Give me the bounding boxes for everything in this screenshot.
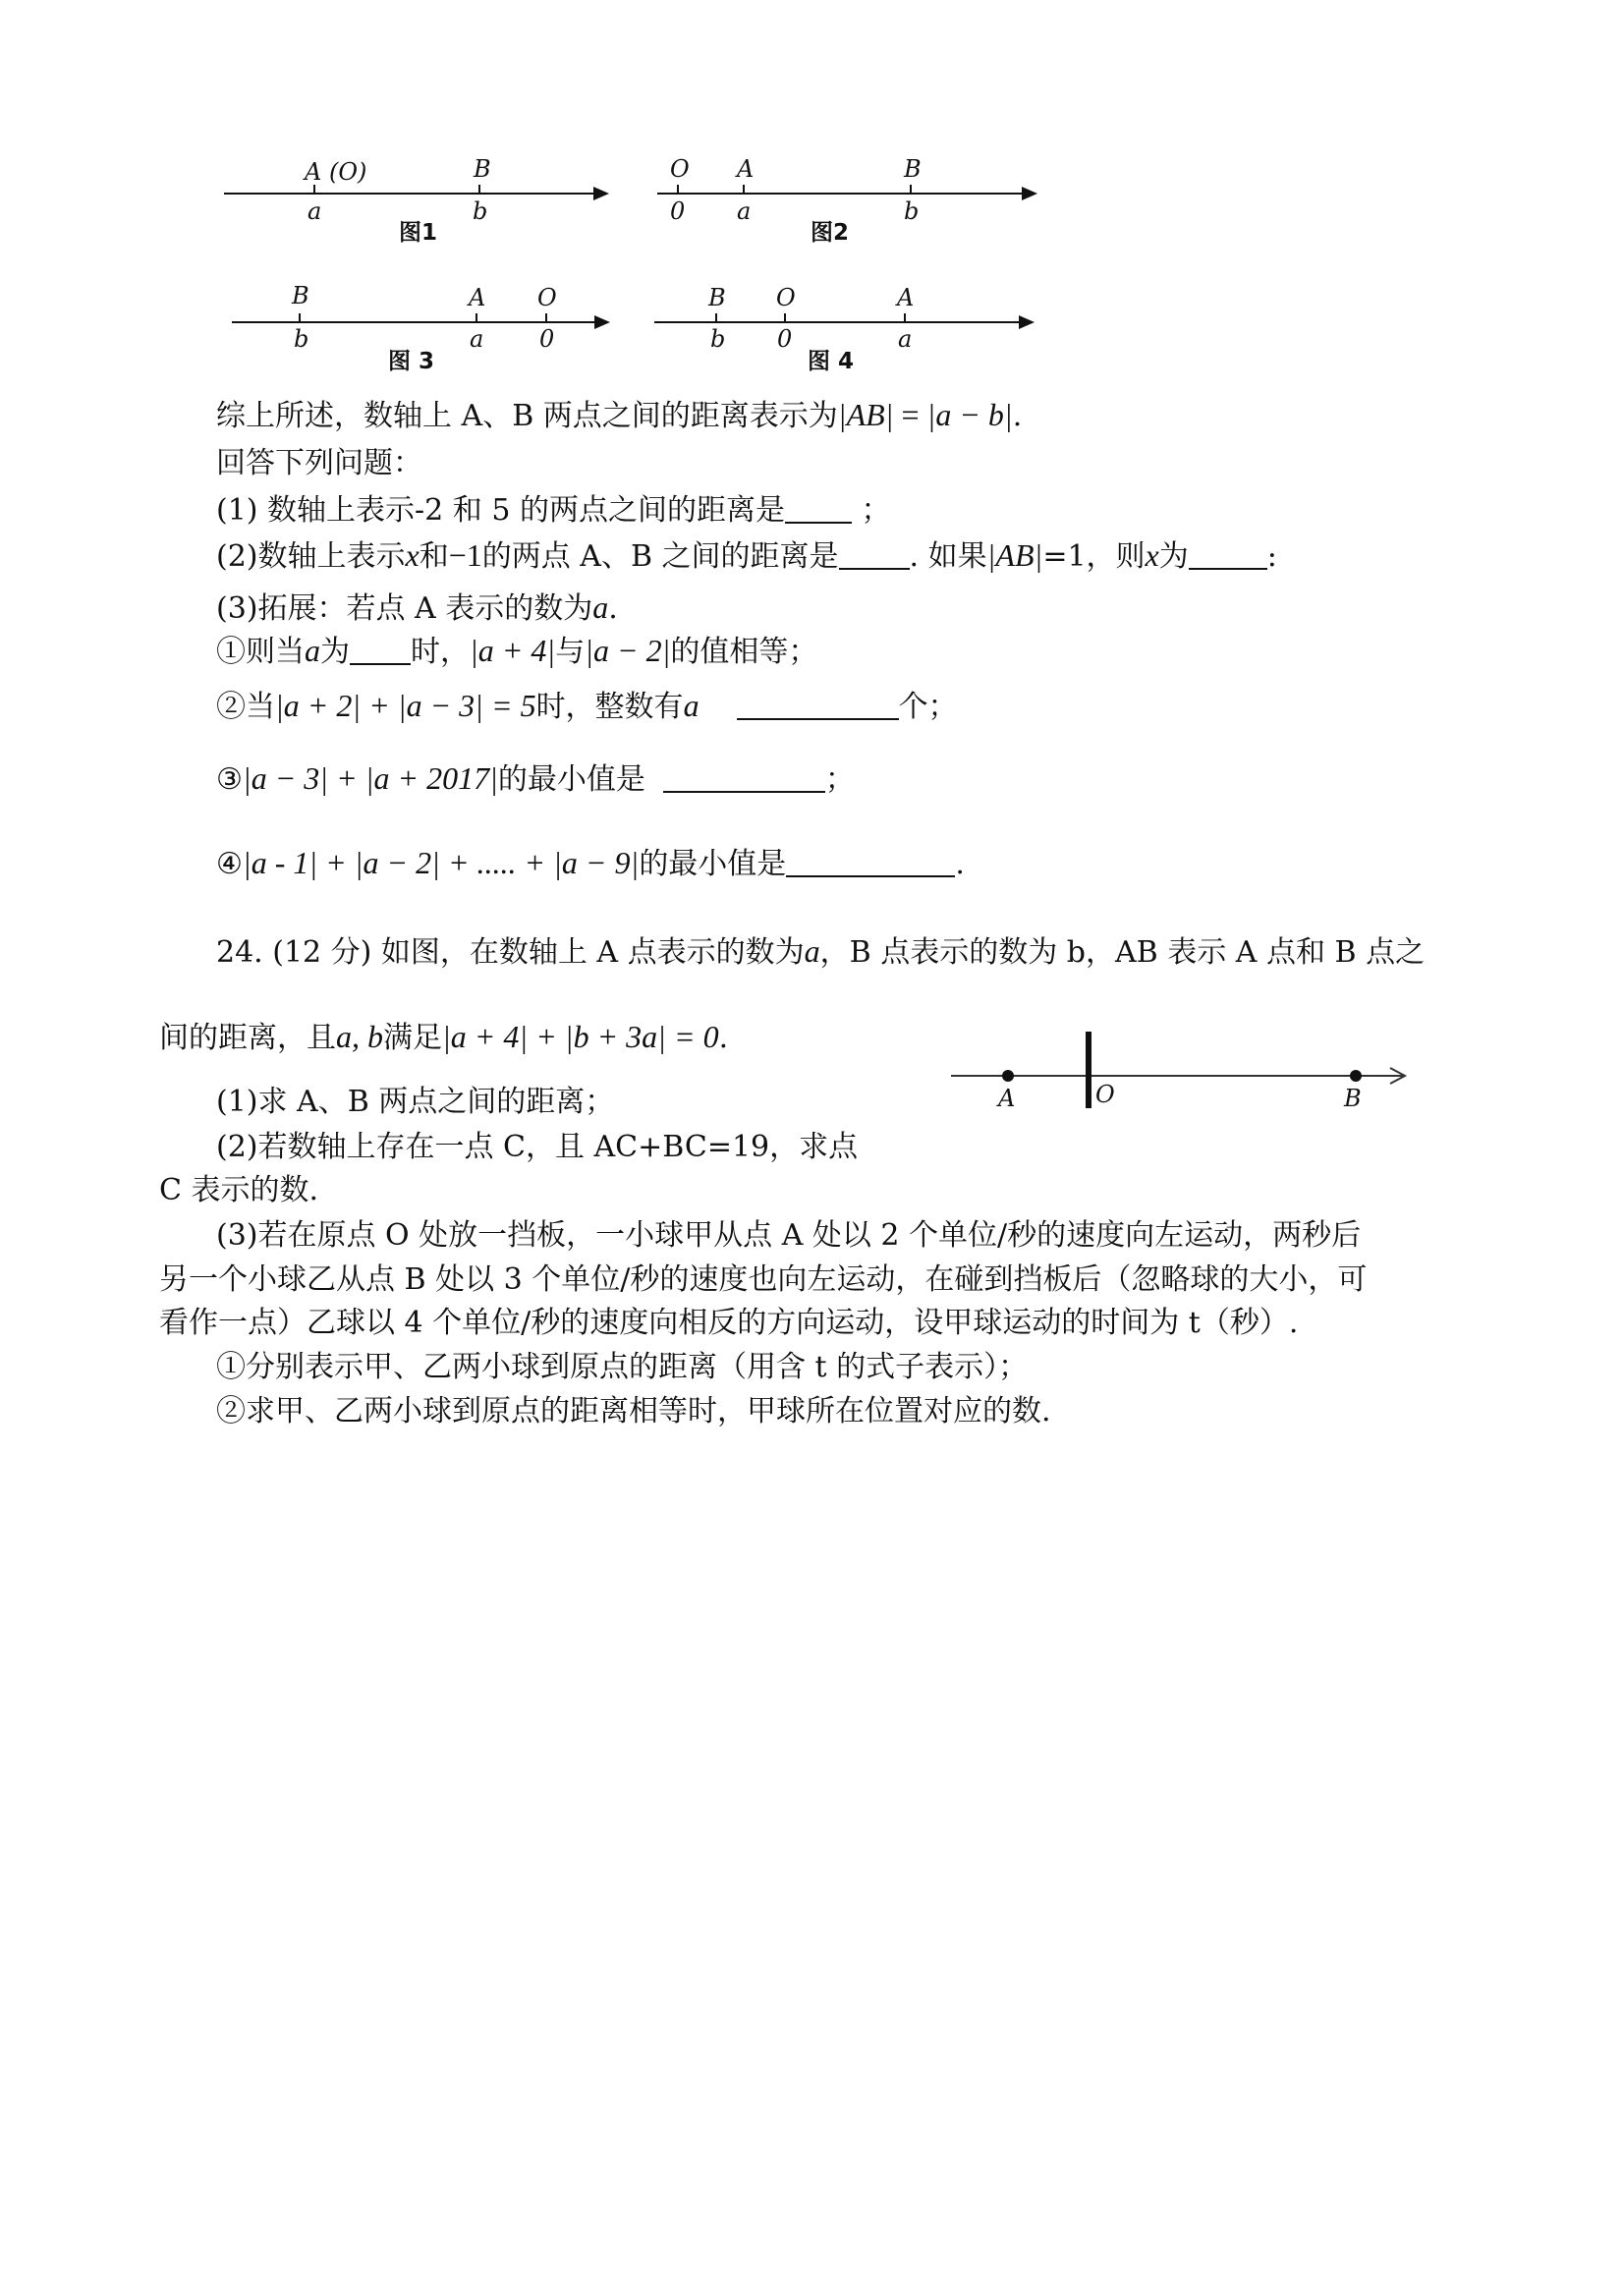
q3-text: (3)拓展：若点 A 表示的数为 [216,591,593,626]
summary-text: 综上所述，数轴上 A、B 两点之间的距离表示为 [216,399,838,433]
q3-4-end: . [955,847,965,881]
number-line-3 [226,278,639,386]
figure-caption: 图2 [811,220,850,246]
answer-blank[interactable] [663,761,825,793]
q2-part2: 和 [419,539,449,574]
var-a: a [305,633,320,668]
q2-end: : [1266,539,1277,574]
expr-condition: |a + 4| + |b + 3a| = 0 [442,1019,719,1054]
q24-intro4: 满足 [383,1021,442,1055]
problem-24-part-3c: 看作一点）乙球以 4 个单位/秒的速度向相反的方向运动，设甲球运动的时间为 t（秒）. [159,1306,1299,1340]
number-line-2 [653,147,1046,255]
problem-24-part-3-2: ②求甲、乙两小球到原点的距离相等时，甲球所在位置对应的数. [216,1394,1051,1428]
q24-intro3: 间的距离，且 [159,1021,336,1055]
var-x: x [1145,537,1159,573]
question-2 [216,535,1277,577]
point-label: O [537,284,557,311]
figure-4 [650,278,1053,386]
point-label: B [292,282,309,309]
question-1-text: (1) 数轴上表示-2 和 5 的两点之间的距离是 [216,493,785,528]
q3-3-end: ； [824,762,855,797]
q2-part3: 的两点 A、B 之间的距离是 [481,539,839,574]
point-label: A (O) [305,158,367,186]
point-label: O [776,284,796,311]
point-label: O [670,155,690,183]
answer-prompt: 回答下列问题： [216,446,422,480]
figure-caption: 图1 [399,220,438,246]
figure-2 [653,147,1046,255]
var-ab: a, b [336,1019,383,1054]
problem-24-part-1: (1)求 A、B 两点之间的距离； [216,1085,615,1119]
var-a: a [804,933,820,969]
answer-blank[interactable] [786,846,955,877]
point-label-o: O [1095,1081,1115,1108]
answer-blank[interactable] [737,689,899,720]
q24-intro2: ，B 点表示的数为 b，AB 表示 A 点和 B 点之 [819,935,1426,970]
q3-2-part2: 时，整数有 [535,690,684,724]
var-x: x [405,537,420,573]
abs-ab: |AB| [986,537,1043,573]
q3-end: . [608,591,618,626]
point-label: A [469,284,486,311]
number-line-1 [216,147,629,255]
neg-one: −1 [448,537,482,573]
figure-caption: 图 3 [388,349,435,374]
q2-part6: 为 [1158,539,1189,574]
point-value: b [473,197,488,225]
formula-ab: |AB| [837,397,894,432]
problem-24-diagram [943,1012,1415,1120]
q3-1-part1: ①则当 [216,635,305,669]
q3-1-part4: 与 [555,635,586,669]
answer-blank[interactable] [1189,538,1267,570]
q3-1-part2: 为 [320,635,350,669]
problem-24-intro [216,931,1425,973]
q3-4-part2: 的最小值是 [639,847,787,881]
figure-3 [226,278,639,386]
q2-part5: =1，则 [1042,539,1146,574]
q2-part1: (2)数轴上表示 [216,539,406,574]
point-label: B [474,155,491,183]
summary-line [216,395,1022,436]
answer-blank[interactable] [350,634,411,665]
question-3-3 [216,758,855,800]
formula-eq: = [893,397,927,432]
point-label: B [708,284,726,311]
q3-2-end: 个； [898,690,958,724]
answer-blank[interactable] [839,538,910,570]
expr-sum-series: |a - 1| + |a − 2| + ..... + |a − 9| [242,845,640,880]
point-value: a [737,197,752,225]
point-value: a [470,325,484,353]
q24-intro-end: . [718,1021,729,1055]
point-value: b [294,325,309,353]
q3-3-part2: 的最小值是 [497,762,645,797]
question-3-2 [216,686,958,727]
answer-blank[interactable] [785,492,852,524]
expr-min-sum: |a − 3| + |a + 2017| [242,760,498,796]
figure-caption: 图 4 [808,349,855,374]
problem-24-part-3a: (3)若在原点 O 处放一挡板，一小球甲从点 A 处以 2 个单位/秒的速度向左运动，两秒后 [216,1218,1362,1253]
point-label-a: A [998,1085,1016,1112]
expr-a-minus-2: |a − 2| [585,633,671,668]
point-value: 0 [777,325,793,353]
formula-a-minus-b: |a − b| [926,397,1013,432]
point-label: A [897,284,915,311]
q3-3-part1: ③ [216,762,243,797]
point-value: b [904,197,920,225]
point-value: a [308,197,322,225]
q3-1-part3: 时， [411,635,470,669]
point-label: B [904,155,922,183]
number-line-24 [943,1012,1415,1120]
problem-24-part-2a: (2)若数轴上存在一点 C，且 AC+BC=19，求点 [216,1130,859,1164]
q24-intro1: 24. (12 分) 如图，在数轴上 A 点表示的数为 [216,935,805,970]
number-line-4 [650,278,1053,386]
q3-1-part5: 的值相等； [670,635,818,669]
expr-condition: |a + 2| + |a − 3| = 5 [275,688,536,723]
point-value: a [898,325,913,353]
point-value: 0 [670,197,686,225]
q2-part4: . 如果 [909,539,987,574]
summary-end: . [1012,399,1023,433]
problem-24-part-3b: 另一个小球乙从点 B 处以 3 个单位/秒的速度也向左运动，在碰到挡板后（忽略球的大小，可 [159,1262,1368,1297]
question-3-1 [216,631,817,672]
point-value: b [710,325,726,353]
problem-24-part-3-1: ①分别表示甲、乙两小球到原点的距离（用含 t 的式子表示）； [216,1350,1029,1384]
question-1-end: ； [851,493,891,528]
q3-4-part1: ④ [216,847,243,881]
question-3-4 [216,843,965,884]
problem-24-condition [159,1017,728,1058]
q3-2-part1: ②当 [216,690,275,724]
problem-24-part-2b: C 表示的数. [159,1173,319,1207]
expr-a-plus-4: |a + 4| [470,633,556,668]
figure-1 [216,147,629,255]
question-1 [216,491,891,531]
point-label: A [737,155,755,183]
point-value: 0 [539,325,555,353]
var-a: a [592,589,609,625]
question-3 [216,588,618,629]
var-a: a [683,688,700,723]
point-label-b: B [1344,1085,1362,1112]
